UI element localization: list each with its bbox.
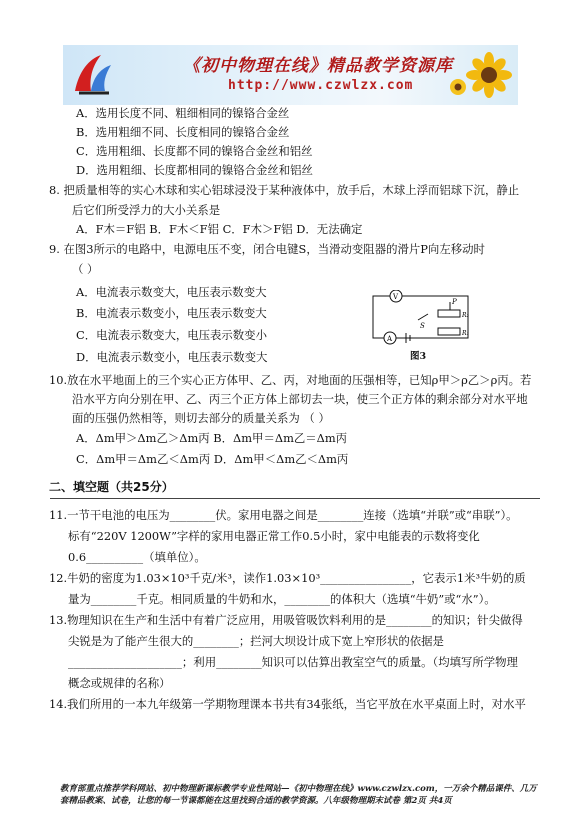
q7-option-b: B．选用粗细不同、长度相同的镍铬合金丝 xyxy=(76,125,290,139)
switch-label: S xyxy=(420,322,425,330)
q8-stem: 8. 把质量相等的实心木球和实心铝球浸没于某种液体中，放手后，木球上浮而铝球下沉，静止 xyxy=(49,183,520,197)
q13-stem-cont2: ____________________；利用________知识可以估算出教室空气的质量。（均填写所学物理 xyxy=(68,655,518,669)
q8-options: A．F木＝F铝 B．F木＜F铝 C．F木＞F铝 D．无法确定 xyxy=(76,222,363,236)
r2-label: R₂ xyxy=(462,312,469,319)
q13-stem-end: 概念或规律的名称） xyxy=(68,676,171,690)
q9-answer-bracket: （ ） xyxy=(72,262,99,276)
q10-stem-cont: 沿水平方向分别在甲、乙、丙三个正方体上部切去一块，使三个正方体的剩余部分对水平地 xyxy=(72,392,528,406)
q10-options-cd: C．Δm甲＝Δm乙＜Δm丙 D．Δm甲＜Δm乙＜Δm丙 xyxy=(76,452,349,466)
q7-option-d: D．选用粗细、长度都相同的镍铬合金丝和铝丝 xyxy=(76,163,313,177)
q9-option-d: D．电流表示数变小，电压表示数变大 xyxy=(76,350,268,364)
page-footer: 教育部重点推荐学科网站、初中物理新课标教学专业性网站—《初中物理在线》www.czwlzx.com，一万余个精品课件、几万套精品教案、试卷，让您的每一节课都能在这里找到合适的教学资源。八年级物理期末试卷 第2页 共4页 xyxy=(60,784,537,806)
slider-label: P xyxy=(452,298,457,306)
site-logo-icon xyxy=(69,51,117,99)
q9-option-a: A．电流表示数变大，电压表示数变大 xyxy=(76,285,267,299)
q14-stem: 14.我们所用的一本九年级第一学期物理课本书共有34张纸，当它平放在水平桌面上时，对水平 xyxy=(49,697,526,711)
q10-options-ab: A．Δm甲＞Δm乙＞Δm丙 B．Δm甲＝Δm乙＝Δm丙 xyxy=(76,431,348,445)
q7-option-c: C．选用粗细、长度都不同的镍铬合金丝和铝丝 xyxy=(76,144,313,158)
sunflower-icon xyxy=(444,47,514,105)
q11-stem: 11.一节干电池的电压为________伏。家用电器之间是________连接（选填“并联”或“串联”）。 xyxy=(49,508,518,522)
q8-stem-cont: 后它们所受浮力的大小关系是 xyxy=(72,203,221,217)
q12-stem-cont: 量为________千克。相同质量的牛奶和水，________的体积大（选填“牛奶”或“水”）。 xyxy=(68,592,496,606)
q11-stem-cont: 标有“220V 1200W”字样的家用电器正常工作0.5小时，家中电能表的示数将变化 xyxy=(68,529,480,543)
section-divider xyxy=(50,498,540,499)
header-banner xyxy=(63,45,518,105)
r1-label: R₁ xyxy=(462,330,469,337)
q7-option-a: A．选用长度不同、粗细相同的镍铬合金丝 xyxy=(76,106,290,120)
q13-stem-cont: 尖锐是为了能产生很大的________；拦河大坝设计成下宽上窄形状的依据是 xyxy=(68,634,444,648)
q9-stem: 9. 在图3所示的电路中，电源电压不变，闭合电键S，当滑动变阻器的滑片P向左移动时 xyxy=(49,242,485,256)
section-title: 二、填空题（共25分） xyxy=(49,480,174,494)
q13-stem: 13.物理知识在生产和生活中有着广泛应用，用吸管吸饮料利用的是________的知识；针尖做得 xyxy=(49,613,523,627)
ammeter-label: A xyxy=(387,335,393,343)
q10-stem: 10.放在水平地面上的三个实心正方体甲、乙、丙，对地面的压强相等，已知ρ甲＞ρ乙＞ρ丙。若 xyxy=(49,373,532,387)
q9-option-b: B．电流表示数变小，电压表示数变大 xyxy=(76,306,267,320)
figure-caption: 图3 xyxy=(410,351,427,362)
header-url[interactable]: http://www.czwlzx.com xyxy=(228,78,414,93)
q10-stem-end: 面的压强仍然相等，则切去部分的质量关系为 （ ） xyxy=(72,411,330,425)
q9-option-c: C．电流表示数变大，电压表示数变小 xyxy=(76,328,267,342)
q12-stem: 12.牛奶的密度为1.03×10³千克/米³，读作1.03×10³________________，它表示1米³牛奶的质 xyxy=(49,571,526,585)
q11-stem-end: 0.6__________（填单位）。 xyxy=(68,550,206,564)
voltmeter-label: V xyxy=(393,293,399,301)
header-title: 《初中物理在线》精品教学资源库 xyxy=(183,56,453,76)
